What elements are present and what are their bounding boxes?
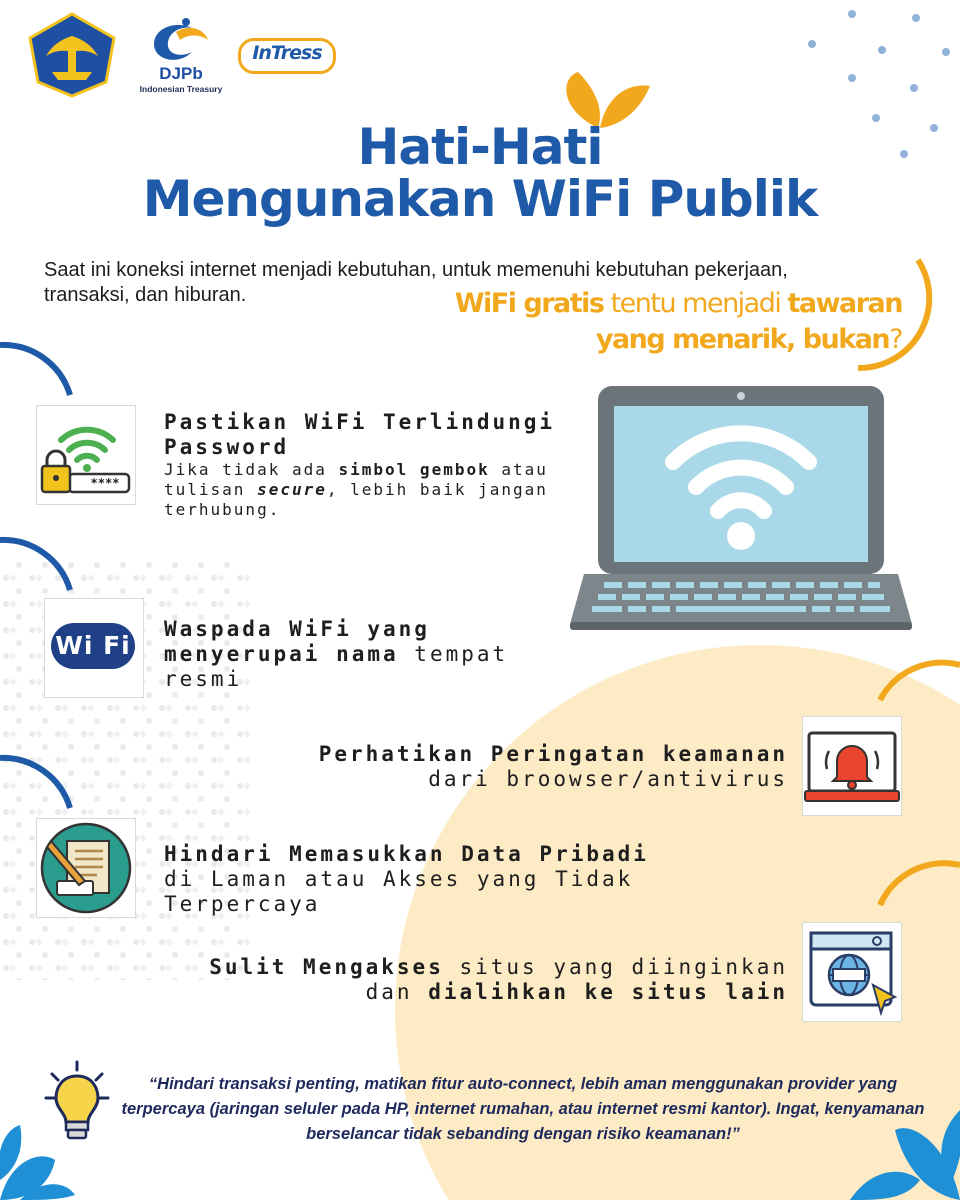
tip4-text (164, 842, 704, 917)
hook-line2: yang menarik, bukan (595, 324, 890, 355)
tip5-line2-bold: dialihkan ke situs lain (428, 980, 788, 1004)
tip1-text (164, 410, 604, 520)
tip3-text (240, 742, 788, 792)
hook-text (455, 286, 902, 358)
tip3-tail: dari broowser/antivirus (428, 767, 788, 791)
djpb-logo-text: DJPb (159, 64, 203, 83)
hook-wifi-gratis: WiFi gratis (454, 288, 604, 319)
tip4-tail: di Laman atau Akses yang Tidak Terpercaya (164, 867, 634, 916)
tip1-desc-part: Jika tidak ada (164, 460, 339, 479)
tip5-middle: situs yang diinginkan (443, 955, 788, 979)
tip5-icon-box (802, 922, 902, 1022)
tip1-desc-part: atau tulisan (164, 460, 548, 499)
kemenkeu-emblem-icon (26, 12, 118, 98)
password-mask: **** (90, 476, 120, 490)
hook-question: ? (889, 324, 902, 355)
bell-alert-icon (803, 717, 901, 815)
intress-logo (238, 38, 336, 74)
tip1-desc-part: , lebih baik jangan terhubung. (164, 480, 548, 519)
tip2-text (164, 617, 584, 692)
djpb-logo-icon (146, 14, 216, 64)
tip1-heading: Pastikan WiFi Terlindungi Password (164, 410, 556, 459)
tip1-icon-box (36, 405, 136, 505)
tip3-icon-box (802, 716, 902, 816)
djpb-logo-subtitle: Indonesian Treasury (139, 84, 223, 94)
page-title-line2: Mengunakan WiFi Publik (142, 170, 818, 228)
tip3-heading: Perhatikan Peringatan keamanan (318, 742, 788, 766)
tip2-icon-box (44, 598, 144, 698)
tip1-desc-lock: simbol gembok (338, 460, 490, 479)
laptop-wifi-icon (568, 384, 914, 632)
document-pencil-icon (37, 819, 135, 917)
hook-middle: tentu menjadi (603, 288, 788, 319)
tip2-heading: Waspada WiFi yang menyerupai nama (164, 617, 430, 666)
tip5-text (156, 955, 788, 1005)
intress-logo-text: InTress (252, 42, 322, 64)
tip4-icon-box (36, 818, 136, 918)
tip2-tail: tempat resmi (164, 642, 509, 691)
lightbulb-icon (44, 1060, 110, 1144)
hook-tawaran: tawaran (787, 288, 902, 319)
wifi-logo-text: Wi Fi (55, 631, 131, 660)
footer-quote: “Hindari transaksi penting, matikan fitur auto-connect, lebih aman menggunakan provider yang terpercaya (jaringan seluler pada HP, internet rumahan, atau internet resmi kantor). Ingat, kenyamanan berselancar tidak sebanding dengan risiko keamanan!” (121, 1075, 925, 1143)
wifi-logo-icon (51, 623, 135, 669)
page-title-line1: Hati-Hati (357, 118, 603, 176)
browser-globe-icon (803, 923, 901, 1021)
tip1-desc-secure: secure (257, 480, 327, 499)
intro-paragraph: Saat ini koneksi internet menjadi kebutuhan, untuk memenuhi kebutuhan pekerjaan, transaksi, dan hiburan. (44, 259, 788, 306)
tip5-line2-start: dan (365, 980, 429, 1004)
tip5-heading: Sulit Mengakses (209, 955, 444, 979)
tip1-description (164, 460, 604, 520)
tip4-heading: Hindari Memasukkan Data Pribadi (164, 842, 649, 866)
